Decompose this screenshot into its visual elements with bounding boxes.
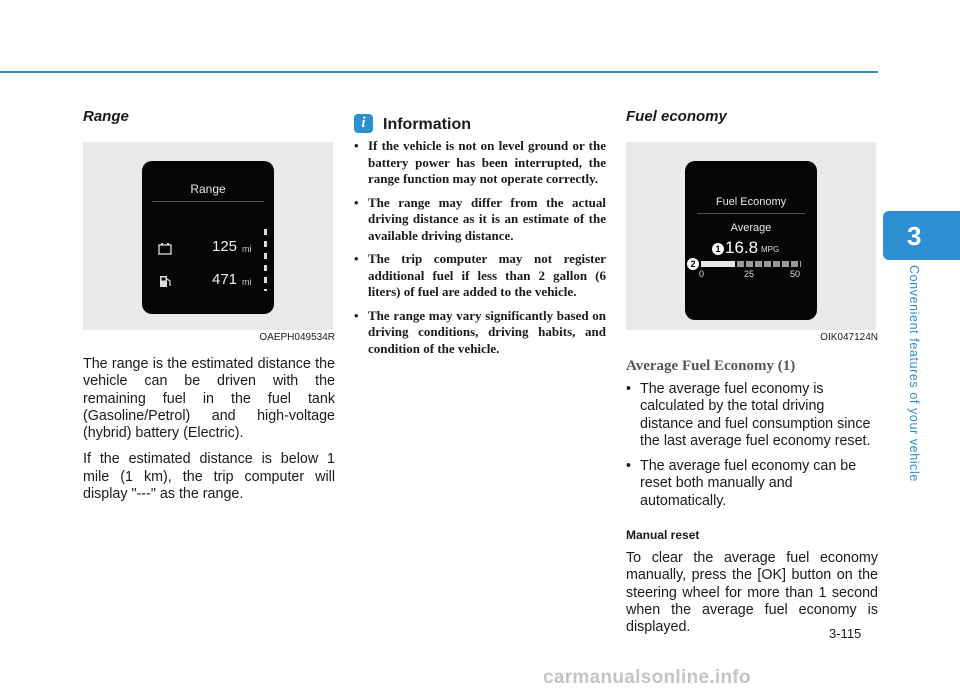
fuel-screen-title: Fuel Economy bbox=[715, 196, 787, 208]
range-column bbox=[83, 108, 335, 503]
chapter-title: Convenient features of your vehicle bbox=[907, 265, 921, 482]
information-item: • If the vehicle is not on level ground or the battery power has been interrupted, the range function may not operate correctly. bbox=[354, 138, 606, 188]
range-screen bbox=[142, 161, 274, 314]
header-rule bbox=[0, 71, 878, 73]
screen-divider bbox=[152, 201, 264, 202]
information-column bbox=[354, 108, 606, 364]
average-fuel-economy-list bbox=[626, 381, 878, 510]
list-item: • The average fuel economy is calculated by the total driving distance and fuel consumption since the last average fuel economy reset. bbox=[626, 381, 878, 450]
fuel-economy-figure bbox=[626, 142, 876, 330]
fuel-economy-title: Fuel economy bbox=[626, 108, 727, 125]
range-fuel-unit: mi bbox=[242, 277, 252, 287]
fuel-economy-screen bbox=[685, 161, 817, 320]
gauge-label-mid: 25 bbox=[744, 269, 755, 279]
average-fuel-economy-heading: Average Fuel Economy (1) bbox=[626, 358, 796, 374]
chapter-number: 3 bbox=[907, 221, 922, 251]
fuel-gauge-fill bbox=[701, 261, 735, 267]
manual-reset-text: To clear the average fuel economy manually, press the [OK] button on the steering wheel for more than 1 second when the average fuel economy is displayed. bbox=[626, 550, 878, 636]
range-figure-code: OAEPH049534R bbox=[259, 332, 335, 343]
watermark: carmanualsonline.info bbox=[543, 667, 751, 688]
information-header bbox=[354, 108, 606, 132]
callout-1-badge: 1 bbox=[712, 243, 724, 255]
fuel-pump-icon bbox=[158, 275, 172, 288]
range-fuel-value: 471 bbox=[212, 271, 238, 288]
range-battery-unit: mi bbox=[242, 244, 252, 254]
information-item: • The trip computer may not register additional fuel if less than 2 gallon (6 liters) of fuel are added to the vehicle. bbox=[354, 251, 606, 301]
page-number: 3-115 bbox=[829, 626, 862, 641]
callout-2-badge: 2 bbox=[687, 258, 699, 270]
fuel-average-unit: MPG bbox=[761, 245, 780, 254]
range-row-battery bbox=[142, 238, 262, 260]
list-item: • The average fuel economy can be reset both manually and automatically. bbox=[626, 458, 878, 510]
gauge-label-min: 0 bbox=[699, 269, 705, 279]
range-screen-title: Range bbox=[190, 182, 226, 196]
screen-divider bbox=[697, 213, 805, 214]
chapter-tab bbox=[883, 211, 960, 260]
range-battery-value: 125 bbox=[212, 238, 238, 255]
range-paragraph-1: The range is the estimated distance the vehicle can be driven with the remaining fuel in the fuel tank (Gasoline/Petrol) and high-voltage (hybrid) battery (Electric). bbox=[83, 356, 335, 442]
manual-reset-heading: Manual reset bbox=[626, 528, 700, 543]
range-tick-scale bbox=[264, 229, 267, 291]
gauge-label-max: 50 bbox=[790, 269, 801, 279]
fuel-economy-column bbox=[626, 108, 878, 637]
range-row-fuel bbox=[142, 271, 262, 293]
information-list bbox=[354, 138, 606, 357]
fuel-figure-code: OIK047124N bbox=[820, 332, 878, 343]
range-title: Range bbox=[83, 108, 129, 125]
information-item: • The range may vary significantly based on driving conditions, driving habits, and condition of the vehicle. bbox=[354, 308, 606, 358]
information-title: Information bbox=[383, 116, 471, 133]
info-icon: i bbox=[354, 114, 373, 133]
battery-icon bbox=[158, 242, 172, 255]
range-paragraph-2: If the estimated distance is below 1 mile (1 km), the trip computer will display "---" as the range. bbox=[83, 451, 335, 503]
fuel-average-value: 16.8 bbox=[725, 238, 759, 257]
information-item: • The range may differ from the actual driving distance as it is an estimate of the available driving distance. bbox=[354, 195, 606, 245]
fuel-mode-label: Average bbox=[730, 222, 772, 234]
range-figure bbox=[83, 142, 333, 330]
